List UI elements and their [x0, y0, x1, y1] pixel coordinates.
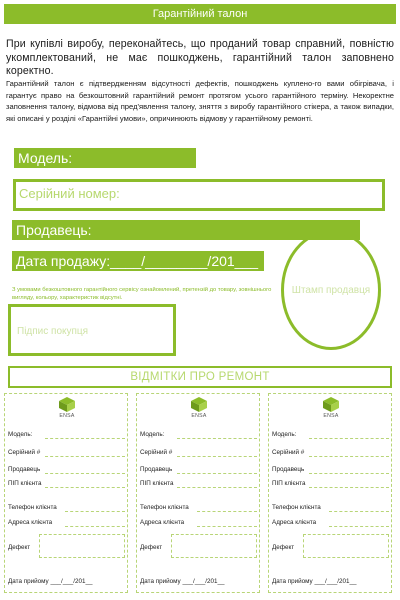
customer-signature-box[interactable]: [8, 304, 176, 356]
ensa-logo: [181, 397, 217, 425]
coupon-serial-label: Серійний #: [140, 449, 173, 456]
fine-print: Гарантійний талон є підтвердженням відсутності дефектів, пошкоджень куплено-го вами обігрівача, і гарантує право на безкоштовний гарантійний ремонт протягом усього гарантійного терміну. Некоректне заповнення талону, відмова від пред'явлення талону, зняття з виробу гарантійного стікера, а також випадки, які описані у розділі «Гарантійні умови», опричинюють відмову у гарантійному ремонті.: [6, 79, 394, 123]
coupon-model-label: Модель:: [272, 431, 297, 438]
coupon-defect-label: Дефект: [272, 544, 295, 551]
coupon-phone-label: Телефон клієнта: [8, 504, 57, 511]
intro-text: При купівлі виробу, переконайтесь, що проданий товар справний, повністю укомплектований, не має пошкоджень, гарантійний талон заповнено коректно.: [6, 38, 394, 77]
coupon-phone-label: Телефон клієнта: [272, 504, 321, 511]
serial-field[interactable]: [13, 179, 385, 211]
coupon-date-label: Дата прийому ___/___/201__: [8, 578, 93, 585]
coupon-model-label: Модель:: [140, 431, 165, 438]
coupon-address-label: Адреса клієнта: [8, 519, 53, 526]
coupon-defect-box[interactable]: [303, 534, 389, 558]
coupon-defect-label: Дефект: [140, 544, 163, 551]
ensa-brand: ENSA: [323, 413, 339, 419]
seller-label: Продавець:: [16, 222, 92, 238]
signature-label: Підпис покупця: [17, 326, 89, 337]
coupon-client-label: ПІП клієнта: [140, 480, 174, 487]
sale-date-label: Дата продажу:____/________/201___: [16, 253, 259, 269]
ensa-logo: [49, 397, 85, 425]
sale-date-field[interactable]: [12, 251, 264, 271]
ensa-logo-icon: [59, 397, 75, 412]
repair-section-title: ВІДМІТКИ ПРО РЕМОНТ: [8, 366, 392, 388]
coupon-date-label: Дата прийому ___/___/201__: [140, 578, 225, 585]
coupon-defect-label: Дефект: [8, 544, 31, 551]
coupon-address-label: Адреса клієнта: [140, 519, 185, 526]
ensa-logo-icon: [323, 397, 339, 412]
coupon-defect-box[interactable]: [171, 534, 257, 558]
ensa-brand: ENSA: [59, 413, 75, 419]
coupon-seller-label: Продавець: [272, 466, 305, 473]
coupon-address-label: Адреса клієнта: [272, 519, 317, 526]
coupon-client-label: ПІП клієнта: [8, 480, 42, 487]
coupon-serial-label: Серійний #: [272, 449, 305, 456]
coupon-seller-label: Продавець: [140, 466, 173, 473]
coupon-phone-label: Телефон клієнта: [140, 504, 189, 511]
seller-stamp-area: [281, 230, 381, 350]
coupon-serial-label: Серійний #: [8, 449, 41, 456]
ensa-brand: ENSA: [191, 413, 207, 419]
coupon-date-label: Дата прийому ___/___/201__: [272, 578, 357, 585]
warranty-note: З умовами безкоштовного гарантійного сервісу ознайомлений, претензій до товару, зовнішнього вигляду, кольору, характеристик відсутні.: [12, 287, 272, 301]
repair-coupon: [136, 393, 260, 593]
ensa-logo: [313, 397, 349, 425]
coupon-model-label: Модель:: [8, 431, 33, 438]
model-label: Модель:: [18, 150, 73, 166]
stamp-label: Штамп продавця: [291, 284, 371, 296]
serial-label: Серійний номер:: [19, 186, 120, 201]
repair-coupon: [268, 393, 392, 593]
warranty-header: Гарантійний талон: [4, 4, 396, 24]
coupon-seller-label: Продавець: [8, 466, 41, 473]
model-field[interactable]: [14, 148, 196, 168]
coupon-defect-box[interactable]: [39, 534, 125, 558]
coupon-client-label: ПІП клієнта: [272, 480, 306, 487]
ensa-logo-icon: [191, 397, 207, 412]
repair-coupon: [4, 393, 128, 593]
